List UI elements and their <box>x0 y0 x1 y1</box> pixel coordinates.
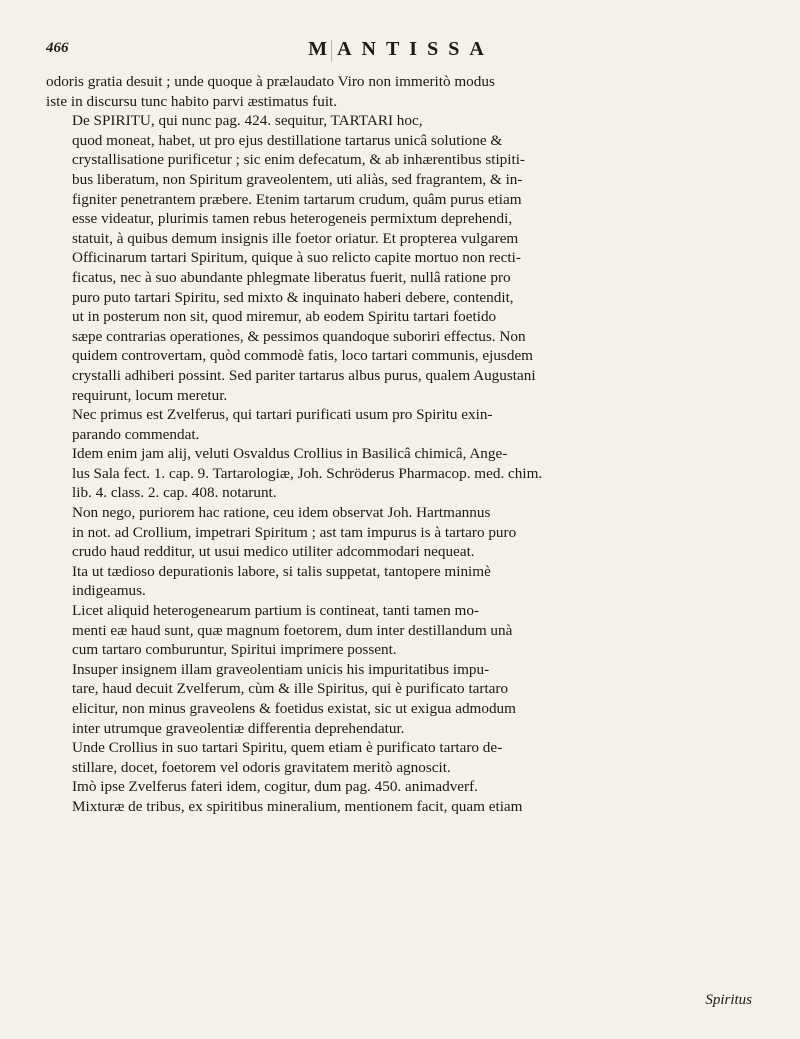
paragraph <box>46 601 756 660</box>
page-number: 466 <box>46 40 69 56</box>
text-line: stillare, docet, foetorem vel odoris gravitatem meritò agnoscit. <box>72 758 451 776</box>
paragraph <box>46 503 756 601</box>
text-line: Officinarum tartari Spiritum, quique à suo relicto capite mortuo non recti- <box>72 249 521 267</box>
paragraph <box>46 72 756 111</box>
text-line: crystalli adhiberi possint. Sed pariter tartarus albus purus, qualem Augustani <box>72 366 536 384</box>
text-line: parando commendat. <box>72 425 200 443</box>
text-line: menti eæ haud sunt, quæ magnum foetorem, dum inter destillandum unà <box>72 621 513 639</box>
paragraph <box>46 738 756 777</box>
text-line: cum tartaro comburuntur, Spiritui imprimere possent. <box>72 641 397 659</box>
text-line: iste in discursu tunc habito parvi æstimatus fuit. <box>46 92 338 110</box>
text-line: Ita ut tædioso depurationis labore, si talis suppetat, tantopere minimè <box>72 562 491 580</box>
text-line: elicitur, non minus graveolens & foetidus existat, sic ut exigua admodum <box>72 700 516 717</box>
paragraph <box>46 444 756 503</box>
text-line: sæpe contrarias operationes, & pessimos quandoque suboriri effectus. Non <box>72 327 526 345</box>
paragraph <box>46 111 756 405</box>
text-line: requirunt, locum meretur. <box>72 386 228 404</box>
running-head: MANTISSA <box>308 38 494 60</box>
body-text <box>46 72 756 817</box>
text-line: ut in posterum non sit, quod miremur, ab eodem Spiritu tartari foetido <box>72 308 497 326</box>
text-line: quidem controvertam, quòd commodè fatis, loco tartari communis, ejusdem <box>72 347 533 365</box>
page-header <box>46 40 756 66</box>
text-line: Non nego, puriorem hac ratione, ceu idem observat Joh. Hartmannus <box>72 504 491 522</box>
text-line: Insuper insignem illam graveolentiam unicis his impuritatibus impu- <box>72 660 490 678</box>
text-line: Licet aliquid heterogenearum partium is contineat, tanti tamen mo- <box>72 602 479 620</box>
text-line: Unde Crollius in suo tartari Spiritu, quem etiam è purificato tartaro de- <box>72 739 503 757</box>
text-line: De SPIRITU, qui nunc pag. 424. sequitur, TARTARI hoc, <box>72 112 423 130</box>
text-line: Mixturæ de tribus, ex spiritibus mineralium, mentionem facit, quam etiam <box>72 797 523 815</box>
catchword: Spiritus <box>705 992 752 1008</box>
paragraph <box>46 405 756 444</box>
text-line: in not. ad Crollium, impetrari Spiritum ; ast tam impurus is à tartaro puro <box>72 523 517 541</box>
text-line: indigeamus. <box>72 582 146 600</box>
text-line: lus Sala fect. 1. cap. 9. Tartarologiæ, Joh. Schröderus Pharmacop. med. chim. <box>72 464 543 482</box>
text-line: inter utrumque graveolentiæ differentia deprehendatur. <box>72 719 405 737</box>
text-line: bus liberatum, non Spiritum graveolentem, uti aliàs, sed fragrantem, & in- <box>72 170 523 188</box>
text-line: figniter penetrantem præbere. Etenim tartarum crudum, quâm purus etiam <box>72 190 522 208</box>
paragraph <box>46 660 756 738</box>
text-line: ficatus, nec à suo abundante phlegmate liberatus fuerit, nullâ ratione pro <box>72 268 511 286</box>
text-line: tare, haud decuit Zvelferum, cùm & ille Spiritus, qui è purificato tartaro <box>72 680 509 698</box>
text-line: puro puto tartari Spiritu, sed mixto & inquinato haberi debere, contendit, <box>72 288 514 306</box>
text-line: crudo haud redditur, ut usui medico utiliter adcommodari nequeat. <box>72 543 475 561</box>
text-line: lib. 4. class. 2. cap. 408. notarunt. <box>72 484 277 502</box>
text-line: Imò ipse Zvelferus fateri idem, cogitur, dum pag. 450. animadverf. <box>72 778 478 796</box>
text-line: Nec primus est Zvelferus, qui tartari purificati usum pro Spiritu exin- <box>72 406 493 424</box>
text-line: Idem enim jam alij, veluti Osvaldus Crollius in Basilicâ chimicâ, Ange- <box>72 445 508 463</box>
text-line: esse videatur, plurimis tamen rebus heterogeneis permixtum deprehendi, <box>72 210 513 228</box>
paragraph <box>46 777 756 816</box>
text-line: odoris gratia desuit ; unde quoque à prælaudato Viro non immeritò modus <box>46 73 495 90</box>
text-line: statuit, à quibus demum insignis ille foetor oriatur. Et propterea vulgarem <box>72 229 519 247</box>
text-line: quod moneat, habet, ut pro ejus destillatione tartarus unicâ solutione & <box>72 131 503 149</box>
text-line: crystallisatione purificetur ; sic enim defecatum, & ab inhærentibus stipiti- <box>72 151 525 169</box>
